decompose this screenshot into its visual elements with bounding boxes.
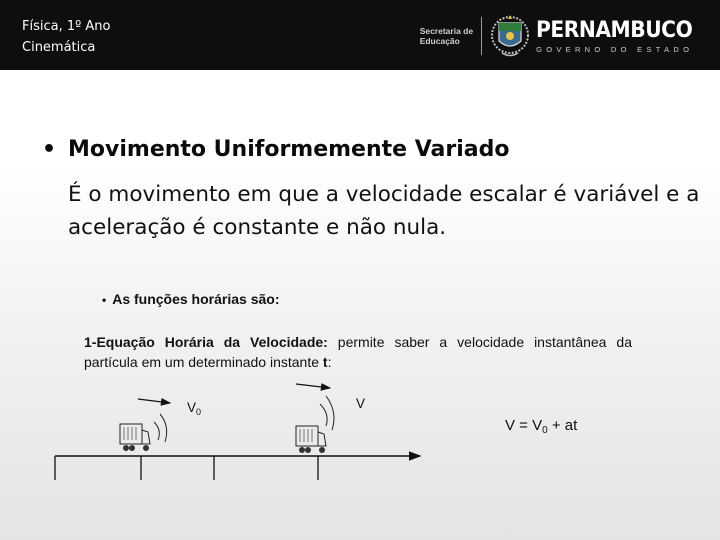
formula-lhs: V = V [505, 417, 543, 434]
formula-rhs: + at [547, 417, 578, 434]
main-bullet [42, 134, 510, 166]
topic-label: Cinemática [22, 40, 96, 55]
truck-icon [296, 426, 326, 453]
sub-bullet-icon: • [102, 293, 107, 307]
coat-of-arms-icon [490, 13, 530, 59]
formula-subscript: 0 [542, 425, 548, 436]
equation-description [84, 332, 632, 372]
subject-label: Física, 1º Ano [22, 19, 111, 34]
bullet-icon: • [42, 137, 57, 162]
secretaria-label [420, 26, 473, 46]
velocity-arrow-icon [296, 384, 330, 388]
logo-divider [481, 17, 482, 55]
trajectory-drawing [0, 380, 720, 480]
equation-end: : [327, 354, 332, 370]
org-line-2: Educação [419, 36, 460, 46]
org-line-1: Secretaria de [419, 26, 474, 36]
brand-subtitle: GOVERNO DO ESTADO [536, 44, 694, 54]
brand-block [536, 18, 706, 55]
brand-name: PERNAMBUCO [536, 17, 693, 43]
sub-bullet-text: As funções horárias são: [112, 291, 280, 307]
government-logo [420, 9, 706, 63]
definition-text: É o movimento em que a velocidade escalar é variável e a aceleração é constante e não nula. [68, 182, 700, 240]
motion-diagram [0, 380, 720, 480]
truck-icon [120, 424, 150, 451]
equation-title: 1-Equação Horária da Velocidade: [84, 334, 328, 350]
header-bar [0, 0, 720, 70]
equation-variable: t [322, 354, 328, 370]
velocity-formula [505, 417, 577, 436]
equation-text: permite saber a velocidade instantânea da partícula em um determinado instante [84, 334, 632, 370]
initial-velocity-label: $V_0$ [187, 400, 202, 417]
header-course-info [22, 16, 110, 58]
sub-bullet [102, 291, 279, 307]
final-velocity-label: V [356, 396, 366, 411]
velocity-arrow-icon [138, 399, 170, 403]
slide-heading: Movimento Uniformemente Variado [68, 137, 510, 162]
